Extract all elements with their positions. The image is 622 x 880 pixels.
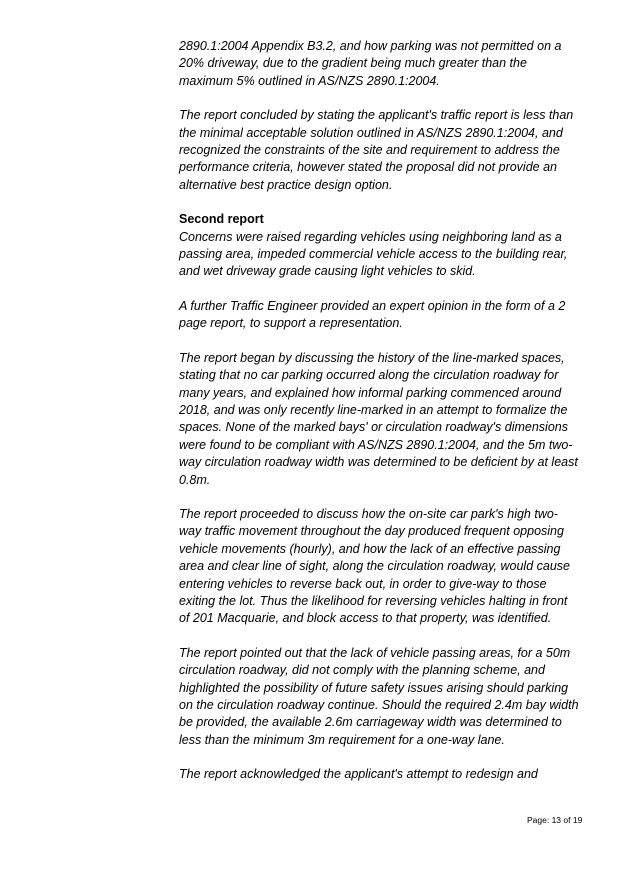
body-paragraph: The report began by discussing the history of the line-marked spaces, stating that no car parking occurred along the circulation roadway for many years, and explained how informal parking commenced around 2018, and was only recently line-marked in an attempt to formalize the spaces. None of the marked bays' or circulation roadway's dimensions were found to be compliant with AS/NZS 2890.1:2004, and the 5m two-way circulation roadway width was determined to be deficient by at least 0.8m. (179, 350, 578, 487)
body-paragraph: 2890.1:2004 Appendix B3.2, and how parking was not permitted on a 20% driveway, due to the gradient being much greater than the maximum 5% outlined in AS/NZS 2890.1:2004. (179, 39, 562, 88)
body-paragraph: The report proceeded to discuss how the on-site car park's high two-way traffic movement throughout the day produced frequent opposing vehicle movements (hourly), and how the lack of an effective passing area and clear line of sight, along the circulation roadway, would cause entering vehicles to reverse back out, in order to give-way to those exiting the lot. Thus the likelihood for reversing vehicles halting in front of 201 Macquarie, and block access to that property, was identified. (179, 506, 570, 626)
body-paragraph: The report concluded by stating the applicant's traffic report is less than the minimal acceptable solution outlined in AS/NZS 2890.1:2004, and recognized the constraints of the site and requirement to address the performance criteria, however stated the proposal did not provide an alternative best practice design option. (179, 108, 574, 192)
section-heading: Second report (179, 212, 264, 227)
page-number: Page: 13 of 19 (527, 815, 583, 825)
body-paragraph: The report pointed out that the lack of vehicle passing areas, for a 50m circulation roadway, did not comply with the planning scheme, and highlighted the possibility of future safety issues arising should parking on the circulation roadway continue. Should the required 2.4m bay width be provided, the available 2.6m carriageway width was determined to less than the minimum 3m requirement for a one-way lane. (179, 645, 579, 747)
page-body (179, 38, 579, 801)
body-paragraph: Concerns were raised regarding vehicles using neighboring land as a passing area, impeded commercial vehicle access to the building rear, and wet driveway grade causing light vehicles to skid. (179, 229, 568, 279)
body-paragraph: The report acknowledged the applicant's attempt to redesign and (179, 767, 538, 782)
body-paragraph: A further Traffic Engineer provided an expert opinion in the form of a 2 page report, to support a representation. (179, 298, 566, 331)
